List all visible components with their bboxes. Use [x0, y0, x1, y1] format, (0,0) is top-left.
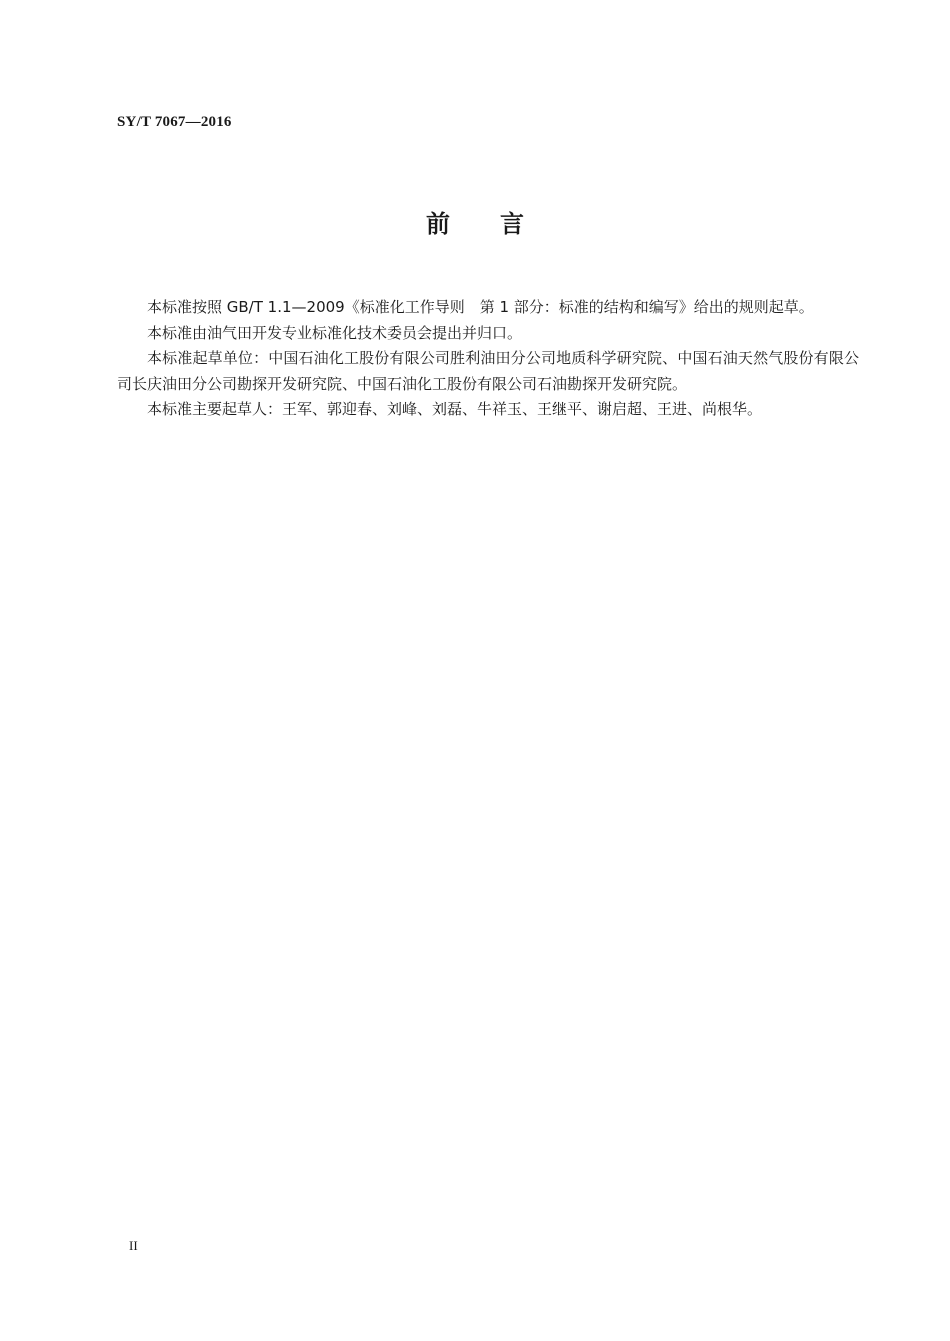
title-char-2: 言: [500, 210, 524, 238]
foreword-body: [117, 295, 859, 423]
paragraph-drafting-units: 本标准起草单位：中国石油化工股份有限公司胜利油田分公司地质科学研究院、中国石油天然气股份有限公司长庆油田分公司勘探开发研究院、中国石油化工股份有限公司石油勘探开发研究院。: [117, 349, 859, 393]
paragraph-drafting-rules: 本标准按照 GB/T 1.1—2009《标准化工作导则 第 1 部分：标准的结构和编写》给出的规则起草。: [147, 298, 814, 316]
standard-code: SY/T 7067—2016: [117, 114, 232, 130]
page-title: [0, 204, 950, 239]
page-number: II: [129, 1238, 138, 1253]
paragraph-drafters: 本标准主要起草人：王军、郭迎春、刘峰、刘磊、牛祥玉、王继平、谢启超、王进、尚根华。: [147, 400, 763, 418]
title-char-1: 前: [426, 210, 450, 238]
paragraph-proposer: 本标准由油气田开发专业标准化技术委员会提出并归口。: [147, 323, 523, 342]
